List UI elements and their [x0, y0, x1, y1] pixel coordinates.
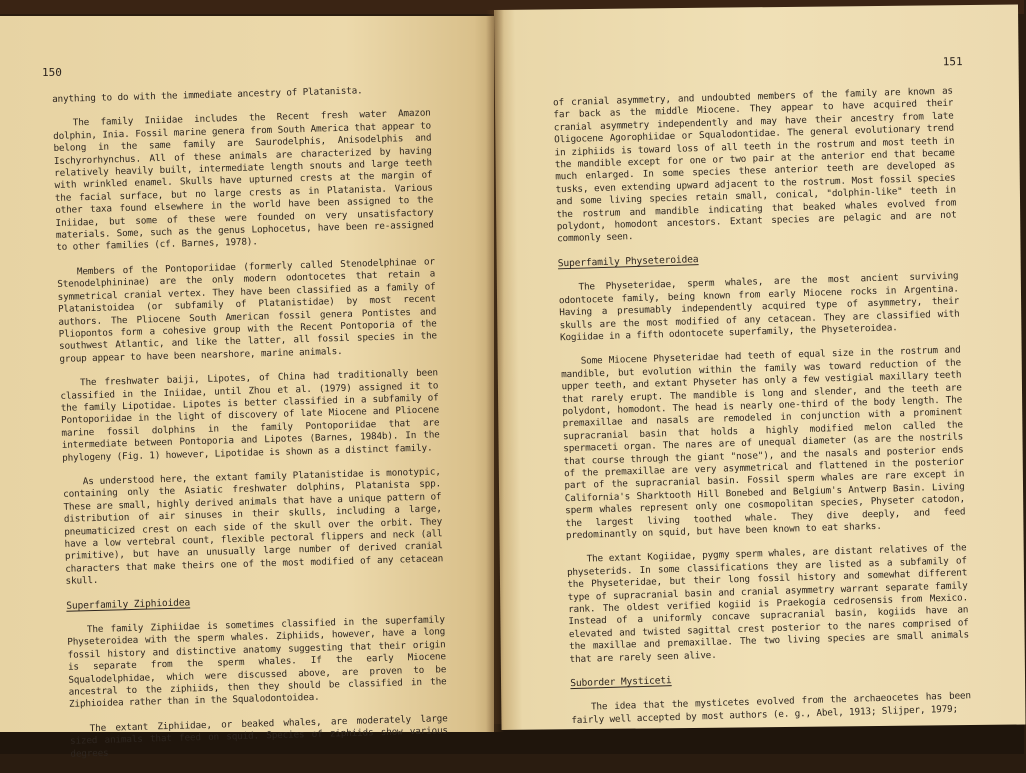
paragraph: anything to do with the immediate ancestry of Platanista. — [52, 85, 363, 105]
section-heading-ziphioidea: Superfamily Ziphioidea — [66, 596, 191, 612]
right-page — [494, 5, 1026, 730]
right-page-text — [553, 86, 972, 740]
paragraph: As understood here, the extant family Platanistidae is monotypic, containing only the Asiatic freshwater dolphins, Platanista spp. These are small, highly derived animals that have a unique pattern of distribution of air sinuses in their skulls, including a large, pneumaticized crest on each side of the skull over the orbit. They have a low vertebral count, flexible pectoral flippers and neck (all primitive), but have an unusually large number of derived cranial characters that make theirs one of the most modified of any cetacean skull. — [63, 466, 444, 588]
paragraph: The Physeteridae, sperm whales, are the most ancient surviving odontocete family, being known from early Miocene rocks in Argentina. Having a presumably independently acquired type of asymmetry, their skulls are the most modified of any cetacean. They are classified with Kogiidae in a fifth odontocete superfamily, the Physeteroidea. — [558, 270, 960, 344]
page-number-150: 150 — [42, 66, 62, 79]
paragraph: The freshwater baiji, Lipotes, of China had traditionally been classified in the Iniidae, until Zhou et al. (1979) assigned it to the family Lipotidae. Lipotes is better classified in a subfamily of Pontoporiidae in the light of discovery of late Miocene and Pliocene marine fossil dolphins in the family Pontoporiidae that are intermediate between Pontoporia and Lipotes (Barnes, 1984b). In the phylogeny (Fig. 1) however, Lipotidae is shown as a distinct family. — [60, 367, 440, 464]
paragraph: The extant Kogiidae, pygmy sperm whales, are distant relatives of the physeterids. In some classifications they are listed as a subfamily of the Physeteridae, but their long fossil history and somewhat different type of supracranial basin and cranial asymmetry warrant separate family rank. The oldest verified kogiid is Praekogia cedrosensis from Mexico. Instead of a uniformly concave supracranial basin, kogiids have an elevated and twisted sagittal crest posterior to the nares comprised of the maxillae and premaxillae. The two living species are small animals that are rarely seen alive. — [566, 542, 970, 665]
section-heading-mysticeti: Suborder Mysticeti — [570, 675, 672, 690]
paragraph: The family Iniidae includes the Recent fresh water Amazon dolphin, Inia. Fossil marine genera from South America that appear to belong in the same family are Saurodelphis, Anisodelphis and Ischyrorhynchus. All of these animals are characterized by having relatively heavily built, intermediate length snouts and large teeth with wrinkled enamel. Skulls have upturned crests at the margin of the facial surface, but no large crests as in Platanista. Various other taxa found elsewhere in the world have been assigned to the Iniidae, but some of these were founded on very unsatisfactory materials. Some, such as the genus Lophocetus, have been re-assigned to other families (cf. Barnes, 1978). — [53, 107, 434, 254]
section-heading-physeteroidea: Superfamily Physeteroidea — [557, 254, 699, 270]
left-page — [0, 16, 494, 760]
paragraph: The family Ziphiidae is sometimes classified in the superfamily Physeteroidea with the sperm whales. Ziphiids, however, have a long fossil history and distinctive anatomy suggesting that their origin is separate from the sperm whales. If the early Miocene Squalodelphidae, which were discussed above, are proven to be ancestral to the ziphiids, then they should be classified in the Ziphioidea rather than in the Squalodontoidea. — [67, 614, 447, 711]
paragraph: The idea that the mysticetes evolved from the archaeocetes has been fairly well accepted by most authors (e. g., Abel, 1913; Slijper, 1979; — [571, 690, 972, 726]
paragraph: Some Miocene Physeteridae had teeth of equal size in the rostrum and mandible, but evolution within the family was toward reduction of the upper teeth, and extant Physeter has only a few vestigial maxillary teeth that rarely erupt. The mandible is long and slender, and the teeth are polydont, homodont. The head is nearly one-third of the body length. The premaxillae and nasals are remodeled in conjunction with a prominent supracranial basin that holds a highly modified melon called the spermaceti organ. The nares are of unequal diameter (as are the nostrils that course through the giant "nose"), and the nasals and posterior ends of the premaxillae are very asymmetrical and flattened in the posterior part of the supracranial basin. Fossil sperm whales are rare except in California's Sharktooth Hill Bonebed and Belgium's Antwerp Basin. Living sperm whales represent only one cosmopolitan species, Physeter catodon, the largest living toothed whale. They dive deeply, and feed predominantly on squid, but have been known to eat sharks. — [560, 344, 966, 542]
paragraph: The extant Ziphiidae, or beaked whales, are moderately large sized animals that feed on squid. Species of ziphiids show various degrees — [69, 713, 449, 760]
left-page-text — [52, 83, 449, 772]
paragraph: of cranial asymmetry, and undoubted members of the family are known as far back as the middle Miocene. They appear to have acquired their cranial asymmetry independently and may have their ancestry from late Oligocene Agorophiidae or Squalodontidae. The general evolutionary trend in ziphiids is toward loss of all teeth in the rostrum and most teeth in the mandible except for one or two pair at the anterior end that became much enlarged. In some species these anterior teeth are developed as tusks, even extending upward adjacent to the rostrum. Most fossil species and some living species retain small, conical, "dolphin-like" teeth in the rostrum and mandible indicating that beaked whales evolved from polydont, homodont ancestors. Extant species are pelagic and are not commonly seen. — [552, 85, 957, 245]
book-gutter — [486, 10, 504, 732]
paragraph: Members of the Pontoporiidae (formerly called Stenodelphinae or Stenodelphininae) are the only modern odontocetes that retain a symmetrical cranial vertex. They have been classified as a family of Platanistoidea (or subfamily of Platanistidae) by most recent authors. The Pliocene South American fossil genera Pontistes and Pliopontos form a cohesive group with the Recent Pontoporia of the southwest Atlantic, and like the latter, all fossil species in the group appear to have been nearshore, marine animals. — [57, 256, 438, 365]
page-number-151: 151 — [942, 55, 963, 69]
